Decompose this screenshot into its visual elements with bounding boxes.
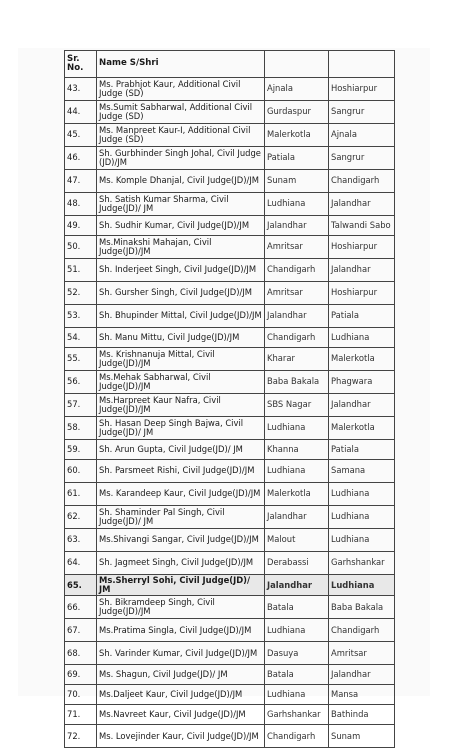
cell-name: Ms.Shivangi Sangar, Civil Judge(JD)/JM xyxy=(97,529,265,552)
cell-sr-no: 46. xyxy=(65,147,97,170)
cell-sr-no: 47. xyxy=(65,170,97,193)
cell-to: Amritsar xyxy=(329,642,395,665)
cell-sr-no: 63. xyxy=(65,529,97,552)
table-row xyxy=(65,259,395,282)
cell-sr-no: 49. xyxy=(65,216,97,236)
cell-from: Baba Bakala xyxy=(265,371,329,394)
cell-sr-no: 44. xyxy=(65,101,97,124)
cell-name: Sh. Manu Mittu, Civil Judge(JD)/JM xyxy=(97,328,265,348)
cell-from: Malerkotla xyxy=(265,483,329,506)
cell-from: Jalandhar xyxy=(265,575,329,596)
cell-name: Ms.Sherryl Sohi, Civil Judge(JD)/ JM xyxy=(97,575,265,596)
cell-to: Ludhiana xyxy=(329,575,395,596)
cell-from: Batala xyxy=(265,665,329,685)
cell-to: Mansa xyxy=(329,685,395,705)
cell-to: Ludhiana xyxy=(329,506,395,529)
table-row xyxy=(65,665,395,685)
cell-from: Chandigarh xyxy=(265,259,329,282)
cell-sr-no: 43. xyxy=(65,78,97,101)
cell-to: Ludhiana xyxy=(329,529,395,552)
cell-sr-no: 66. xyxy=(65,596,97,619)
cell-name: Ms.Minakshi Mahajan, Civil Judge(JD)/JM xyxy=(97,236,265,259)
cell-from: Malerkotla xyxy=(265,124,329,147)
cell-name: Sh. Hasan Deep Singh Bajwa, Civil Judge(JD)/ JM xyxy=(97,417,265,440)
cell-to: Malerkotla xyxy=(329,417,395,440)
cell-name: Ms. Komple Dhanjal, Civil Judge(JD)/JM xyxy=(97,170,265,193)
cell-from: Khanna xyxy=(265,440,329,460)
cell-sr-no: 67. xyxy=(65,619,97,642)
cell-from: Ajnala xyxy=(265,78,329,101)
cell-name: Sh. Sudhir Kumar, Civil Judge(JD)/JM xyxy=(97,216,265,236)
cell-sr-no: 65. xyxy=(65,575,97,596)
cell-to: Jalandhar xyxy=(329,394,395,417)
cell-to: Malerkotla xyxy=(329,348,395,371)
cell-from: Ludhiana xyxy=(265,619,329,642)
cell-to: Sangrur xyxy=(329,101,395,124)
table-row xyxy=(65,506,395,529)
header-to xyxy=(329,51,395,78)
cell-to: Baba Bakala xyxy=(329,596,395,619)
cell-sr-no: 55. xyxy=(65,348,97,371)
cell-to: Patiala xyxy=(329,305,395,328)
table-row xyxy=(65,552,395,575)
cell-sr-no: 64. xyxy=(65,552,97,575)
cell-name: Ms.Mehak Sabharwal, Civil Judge(JD)/JM xyxy=(97,371,265,394)
cell-from: Amritsar xyxy=(265,236,329,259)
cell-from: Dasuya xyxy=(265,642,329,665)
cell-name: Ms. Manpreet Kaur-I, Additional Civil Judge (SD) xyxy=(97,124,265,147)
table-row xyxy=(65,348,395,371)
cell-name: Sh. Varinder Kumar, Civil Judge(JD)/JM xyxy=(97,642,265,665)
cell-to: Ludhiana xyxy=(329,483,395,506)
table-row xyxy=(65,193,395,216)
table-row xyxy=(65,483,395,506)
cell-to: Bathinda xyxy=(329,705,395,725)
cell-sr-no: 48. xyxy=(65,193,97,216)
header-sr-no: Sr. No. xyxy=(65,51,97,78)
cell-to: Hoshiarpur xyxy=(329,282,395,305)
cell-from: Kharar xyxy=(265,348,329,371)
cell-sr-no: 62. xyxy=(65,506,97,529)
cell-name: Ms. Krishnanuja Mittal, Civil Judge(JD)/JM xyxy=(97,348,265,371)
cell-to: Sangrur xyxy=(329,147,395,170)
cell-from: Ludhiana xyxy=(265,460,329,483)
cell-from: SBS Nagar xyxy=(265,394,329,417)
table-row xyxy=(65,529,395,552)
cell-sr-no: 53. xyxy=(65,305,97,328)
cell-name: Sh. Arun Gupta, Civil Judge(JD)/ JM xyxy=(97,440,265,460)
table-row xyxy=(65,642,395,665)
cell-from: Ludhiana xyxy=(265,193,329,216)
table-row xyxy=(65,394,395,417)
table-row xyxy=(65,725,395,748)
table-row xyxy=(65,101,395,124)
table-row xyxy=(65,440,395,460)
cell-from: Jalandhar xyxy=(265,216,329,236)
table-row xyxy=(65,417,395,440)
table-row xyxy=(65,147,395,170)
cell-name: Sh. Bhupinder Mittal, Civil Judge(JD)/JM xyxy=(97,305,265,328)
cell-from: Amritsar xyxy=(265,282,329,305)
cell-from: Derabassi xyxy=(265,552,329,575)
table-row xyxy=(65,216,395,236)
table-row xyxy=(65,78,395,101)
table-row xyxy=(65,328,395,348)
cell-to: Garhshankar xyxy=(329,552,395,575)
cell-sr-no: 56. xyxy=(65,371,97,394)
cell-to: Hoshiarpur xyxy=(329,236,395,259)
table-row xyxy=(65,596,395,619)
table-row xyxy=(65,619,395,642)
table-row xyxy=(65,685,395,705)
cell-name: Sh. Inderjeet Singh, Civil Judge(JD)/JM xyxy=(97,259,265,282)
table-row xyxy=(65,282,395,305)
cell-sr-no: 60. xyxy=(65,460,97,483)
cell-sr-no: 68. xyxy=(65,642,97,665)
cell-from: Jalandhar xyxy=(265,506,329,529)
cell-name: Ms. Karandeep Kaur, Civil Judge(JD)/JM xyxy=(97,483,265,506)
cell-name: Ms. Shagun, Civil Judge(JD)/ JM xyxy=(97,665,265,685)
cell-to: Ajnala xyxy=(329,124,395,147)
cell-sr-no: 52. xyxy=(65,282,97,305)
table-row xyxy=(65,236,395,259)
cell-name: Sh. Satish Kumar Sharma, Civil Judge(JD)/ JM xyxy=(97,193,265,216)
cell-to: Sunam xyxy=(329,725,395,748)
cell-to: Chandigarh xyxy=(329,619,395,642)
header-from xyxy=(265,51,329,78)
cell-name: Ms. Lovejinder Kaur, Civil Judge(JD)/JM xyxy=(97,725,265,748)
cell-sr-no: 61. xyxy=(65,483,97,506)
cell-from: Garhshankar xyxy=(265,705,329,725)
cell-sr-no: 50. xyxy=(65,236,97,259)
cell-to: Talwandi Sabo xyxy=(329,216,395,236)
table-row xyxy=(65,170,395,193)
cell-name: Sh. Jagmeet Singh, Civil Judge(JD)/JM xyxy=(97,552,265,575)
table-row xyxy=(65,124,395,147)
cell-name: Sh. Shaminder Pal Singh, Civil Judge(JD)/ JM xyxy=(97,506,265,529)
cell-name: Sh. Gursher Singh, Civil Judge(JD)/JM xyxy=(97,282,265,305)
cell-sr-no: 57. xyxy=(65,394,97,417)
cell-from: Sunam xyxy=(265,170,329,193)
header-name: Name S/Shri xyxy=(97,51,265,78)
cell-name: Ms.Pratima Singla, Civil Judge(JD)/JM xyxy=(97,619,265,642)
cell-from: Batala xyxy=(265,596,329,619)
table-row xyxy=(65,305,395,328)
cell-name: Ms.Daljeet Kaur, Civil Judge(JD)/JM xyxy=(97,685,265,705)
table-row xyxy=(65,575,395,596)
cell-sr-no: 71. xyxy=(65,705,97,725)
table-body xyxy=(65,78,395,748)
table-row xyxy=(65,460,395,483)
cell-name: Ms.Harpreet Kaur Nafra, Civil Judge(JD)/JM xyxy=(97,394,265,417)
cell-name: Sh. Gurbhinder Singh Johal, Civil Judge (JD)/JM xyxy=(97,147,265,170)
cell-sr-no: 51. xyxy=(65,259,97,282)
cell-from: Patiala xyxy=(265,147,329,170)
cell-sr-no: 70. xyxy=(65,685,97,705)
cell-from: Jalandhar xyxy=(265,305,329,328)
cell-from: Ludhiana xyxy=(265,417,329,440)
cell-sr-no: 54. xyxy=(65,328,97,348)
transfer-table xyxy=(64,50,395,748)
table-header-row xyxy=(65,51,395,78)
cell-name: Ms.Navreet Kaur, Civil Judge(JD)/JM xyxy=(97,705,265,725)
cell-name: Sh. Bikramdeep Singh, Civil Judge(JD)/JM xyxy=(97,596,265,619)
cell-from: Malout xyxy=(265,529,329,552)
cell-to: Hoshiarpur xyxy=(329,78,395,101)
cell-to: Jalandhar xyxy=(329,193,395,216)
cell-to: Jalandhar xyxy=(329,259,395,282)
cell-sr-no: 59. xyxy=(65,440,97,460)
cell-name: Sh. Parsmeet Rishi, Civil Judge(JD)/JM xyxy=(97,460,265,483)
cell-to: Chandigarh xyxy=(329,170,395,193)
cell-sr-no: 45. xyxy=(65,124,97,147)
cell-from: Chandigarh xyxy=(265,725,329,748)
cell-sr-no: 72. xyxy=(65,725,97,748)
cell-to: Jalandhar xyxy=(329,665,395,685)
cell-from: Ludhiana xyxy=(265,685,329,705)
table-row xyxy=(65,371,395,394)
cell-to: Phagwara xyxy=(329,371,395,394)
cell-sr-no: 69. xyxy=(65,665,97,685)
cell-to: Patiala xyxy=(329,440,395,460)
cell-to: Samana xyxy=(329,460,395,483)
cell-from: Chandigarh xyxy=(265,328,329,348)
cell-name: Ms.Sumit Sabharwal, Additional Civil Judge (SD) xyxy=(97,101,265,124)
cell-from: Gurdaspur xyxy=(265,101,329,124)
cell-name: Ms. Prabhjot Kaur, Additional Civil Judge (SD) xyxy=(97,78,265,101)
table-row xyxy=(65,705,395,725)
cell-sr-no: 58. xyxy=(65,417,97,440)
cell-to: Ludhiana xyxy=(329,328,395,348)
